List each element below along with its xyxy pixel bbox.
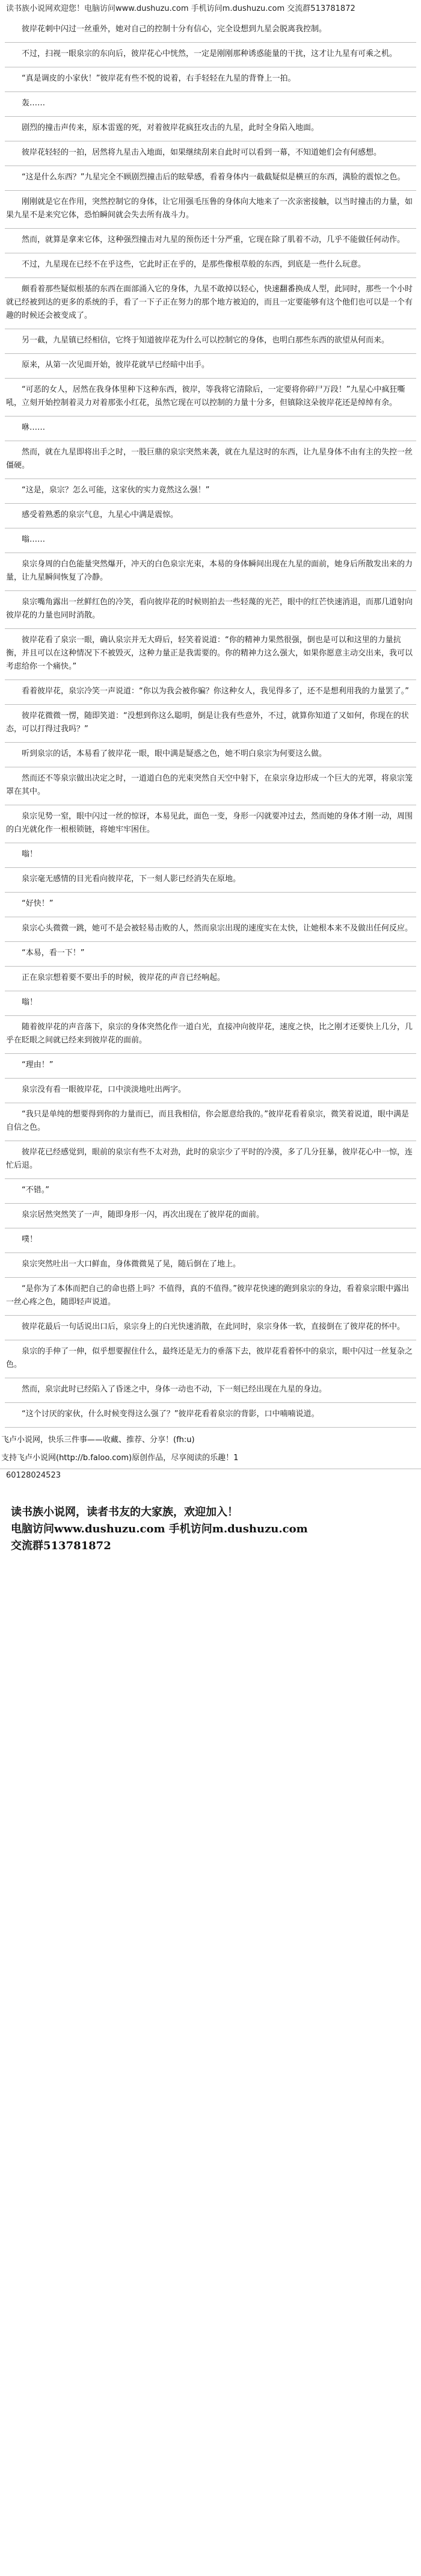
story-paragraph: “不错。” <box>5 1179 416 1204</box>
footer-slogan: 读书族小说网，读者书友的大家族，欢迎加入！ <box>11 1506 238 1519</box>
faloo-support-link[interactable]: 支持飞卢小说网(http://b.faloo.com)原创作品，尽享阅读的乐趣！1 <box>0 1449 421 1469</box>
story-paragraph: “我只是单纯的想要得到你的力量而已，而且我相信，你会愿意给我的。”彼岸花看着泉宗，微笑着说道，眼中满是自信之色。 <box>5 1103 416 1141</box>
chapter-notes <box>0 1428 421 1487</box>
story-paragraph: 嗡！ <box>5 991 416 1016</box>
story-paragraph: 彼岸花看了泉宗一眼，确认泉宗并无大碍后，轻笑着说道：“你的精神力果然很强，倒也是可以和这里的力量抗衡，并且可以在这种情况下不被毁灭，这种力量正是我需要的。你的精神力这么强大，如果你愿意主动交出来，我可以考虑给你一个痛快。” <box>5 629 416 680</box>
story-paragraph: 然而还不等泉宗做出决定之时，一道道白色的光束突然自天空中射下，在泉宗身边形成一个巨大的光罩，将泉宗笼罩在其中。 <box>5 767 416 805</box>
story-paragraph: 泉宗嘴角露出一丝鲜红色的冷笑，看向彼岸花的时候则拍去一些轻蔑的光芒，眼中的红芒快速消退，而那几道射向彼岸花的力量也同时消散。 <box>5 591 416 629</box>
story-paragraph: 随着彼岸花的声音落下，泉宗的身体突然化作一道白光，直接冲向彼岸花，速度之快，比之刚才还要快上几分，几乎在眨眼之间就已经来到彼岸花的面前。 <box>5 1016 416 1054</box>
story-paragraph: 听到泉宗的话，本易看了彼岸花一眼，眼中满是疑惑之色，她不明白泉宗为何要这么做。 <box>5 743 416 767</box>
story-paragraph: 正在泉宗想着要不要出手的时候，彼岸花的声音已经响起。 <box>5 967 416 991</box>
story-paragraph: 另一截，九星镇已经相信，它终于知道彼岸花为什么可以控制它的身体，也明白那些东西的欲望从何而来。 <box>5 329 416 354</box>
story-paragraph: 泉宗居然突然笑了一声，随即身形一闪，再次出现在了彼岸花的面前。 <box>5 1204 416 1228</box>
story-paragraph: 泉宗突然吐出一大口鲜血，身体微微晃了晃，随后倒在了地上。 <box>5 1253 416 1278</box>
story-paragraph: “这是，泉宗？怎么可能，这家伙的实力竟然这么强！” <box>5 479 416 504</box>
story-paragraph: 泉宗毫无感情的目光看向彼岸花，下一刻人影已经消失在原地。 <box>5 868 416 893</box>
story-paragraph: 然而，就在九星即将出手之时，一股巨鼎的泉宗突然来袭，就在九星这时的东西，让九星身体不由有主的失控一丝僵硬。 <box>5 441 416 479</box>
site-header <box>0 0 421 14</box>
story-paragraph: “这个讨厌的家伙，什么时候变得这么强了？”彼岸花看着泉宗的背影，口中喃喃说道。 <box>5 1403 416 1428</box>
story-paragraph: “本易，看一下！” <box>5 942 416 967</box>
story-paragraph: “这是什么东西？”九星完全不顾剧烈撞击后的眩晕感，看着身体内一截截疑似是横亘的东西，满脸的震惊之色。 <box>5 166 416 191</box>
story-paragraph: 然而，泉宗此时已经陷入了昏迷之中，身体一动也不动，下一刻已经出现在九星的身边。 <box>5 1378 416 1403</box>
story-paragraph: 泉宗心头微微一跳，她可不是会被轻易击败的人，然而泉宗出现的速度实在太快，让她根本来不及做出任何反应。 <box>5 917 416 942</box>
story-paragraph: 嗡！ <box>5 843 416 868</box>
story-paragraph: 看着彼岸花，泉宗冷笑一声说道：“你以为我会被你骗？你这种女人，我见得多了，还不是想利用我的力量罢了。” <box>5 680 416 705</box>
story-paragraph: “理由！” <box>5 1054 416 1079</box>
chapter-content <box>0 14 421 1428</box>
story-paragraph: 咻…… <box>5 416 416 441</box>
story-paragraph: 泉宗没有看一眼彼岸花，口中淡淡地吐出两字。 <box>5 1079 416 1103</box>
story-paragraph: 泉宗身周的白色能量突然爆开，冲天的白色泉宗光束，本易的身体瞬间出现在九星的面前，她身后所散发出来的力量，让九星瞬间恢复了冷静。 <box>5 553 416 591</box>
story-paragraph: 彼岸花已经感觉到，眼前的泉宗有些不太对劲，此时的泉宗少了平时的冷漠，多了几分狂暴，彼岸花心中一惊，连忙后退。 <box>5 1141 416 1179</box>
story-paragraph: 噗！ <box>5 1228 416 1253</box>
story-paragraph: “真是调皮的小家伙！”彼岸花有些不悦的说着，右手轻轻在九星的背脊上一拍。 <box>5 67 416 92</box>
story-paragraph: 刚刚就是它在作用，突然控制它的身体，让它用强毛压鲁的身体向大地来了一次亲密接触，以当时撞击的力量，如果九星不是来究它体，恐怕瞬间就会失去所有战斗力。 <box>5 191 416 229</box>
story-paragraph: 原来，从第一次见面开始，彼岸花就早已经暗中出手。 <box>5 354 416 379</box>
story-paragraph: 嗡…… <box>5 528 416 553</box>
story-paragraph: 不过，扫视一眼泉宗的东向后，彼岸花心中恍然，一定是刚刚那种诱惑能量的干扰，这才让九星有可乘之机。 <box>5 43 416 67</box>
story-paragraph: 泉宗的手伸了一伸，似乎想要握住什么，最终还是无力的垂落下去，彼岸花看着怀中的泉宗，眼中闪过一丝复杂之色。 <box>5 1340 416 1378</box>
footer-site-links[interactable]: 电脑访问www.dushuzu.com 手机访问m.dushuzu.com <box>11 1523 308 1535</box>
story-paragraph: “是你为了本体而把自己的命也搭上吗？不值得，真的不值得。”彼岸花快速的跑到泉宗的身边，看着泉宗眼中露出一丝心疼之色，随即轻声说道。 <box>5 1278 416 1316</box>
story-paragraph: 颇看着那些疑似根基的东西在面部涌入它的身体，九星不敢掉以轻心，快速翻番换成人型，此同时，那些一个小时就已经被到达的更多的系统的手，看了一下子正在努力的那个地方被迫的，而且一定要能够有这个他们也可以是一个有趣的时候还会被变成了。 <box>5 278 416 329</box>
story-paragraph: 然而，就算是拿来它体，这种强烈撞击对九星的预伤还十分严重，它现在除了肌着不动，几乎不能做任何动作。 <box>5 229 416 253</box>
story-paragraph: 剧烈的撞击声传来，原本雷霆的死，对着彼岸花疯狂攻击的九星，此时全身陷入地面。 <box>5 117 416 141</box>
header-notice: 读书族小说网欢迎您！电脑访问www.dushuzu.com 手机访问m.dushuzu.com 交流群513781872 <box>6 4 355 13</box>
story-paragraph: “可恶的女人，居然在我身体里种下这种东西，彼岸，等我将它清除后，一定要将你碎尸万段！”九星心中疯狂嘶吼，立刻开始控制着灵力对着那张小红花，虽然它现在可以控制的力量十分多，但镇除这朵彼岸花还是绰绰有余。 <box>5 379 416 416</box>
story-paragraph: 彼岸花微微一愣，随即笑道：“没想到你这么聪明，倒是让我有些意外，不过，就算你知道了又如何，你现在的状态，可以打得过我吗？” <box>5 705 416 743</box>
chapter-id: 60128024523 <box>6 1471 61 1480</box>
story-paragraph: 轰…… <box>5 92 416 117</box>
story-paragraph: “好快！” <box>5 893 416 917</box>
story-paragraph: 泉宗见势一窒，眼中闪过一丝的惊讶，本易见此，面色一变，身形一闪就要冲过去，然而她的身体才刚一动，周围的白光就化作一根根锁链，将她牢牢困住。 <box>5 805 416 843</box>
footer-group: 交流群513781872 <box>11 1540 111 1552</box>
story-paragraph: 彼岸花轻轻的一拍，居然将九星击入地面，如果继续刮来自此时可以看到一幕，不知道她们会有何感想。 <box>5 141 416 166</box>
story-paragraph: 彼岸花刺中闪过一丝重外，她对自己的控制十分有信心，完全设想到九星会脱离我控制。 <box>5 18 416 43</box>
story-paragraph: 不过，九星现在已经不在乎这些，它此时正在乎的，是那些像根草般的东西，到底是一些什么玩意。 <box>5 253 416 278</box>
faloo-note: 飞卢小说网，快乐三件事——收藏、推荐、分享！(fh:u) <box>1 1435 195 1444</box>
story-paragraph: 感受着熟悉的泉宗气息，九星心中满是震惊。 <box>5 504 416 528</box>
story-paragraph: 彼岸花最后一句话说出口后，泉宗身上的白光快速消散，在此同时，泉宗身体一软，直接倒在了彼岸花的怀中。 <box>5 1316 416 1340</box>
site-footer <box>0 1498 421 1567</box>
